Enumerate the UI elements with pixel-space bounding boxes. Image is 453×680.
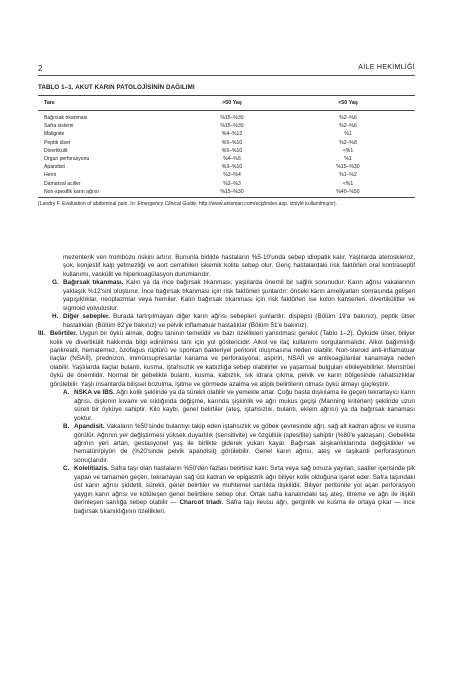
table-row xyxy=(38,170,415,178)
item-marker: A. xyxy=(63,389,70,397)
cell-under-50: %1 xyxy=(344,155,352,162)
cell-diagnosis: Non-spesifik karın ağrısı xyxy=(44,188,99,195)
table-row xyxy=(38,129,415,137)
table-row xyxy=(38,179,415,187)
column-header-over-50: >50 Yaş xyxy=(222,100,242,106)
cell-under-50: %1–%2 xyxy=(339,172,357,179)
cell-over-50: %4–%13 xyxy=(221,131,243,138)
cell-under-50: %2–%8 xyxy=(339,139,357,146)
table-body xyxy=(38,111,415,197)
cell-under-50: <%1 xyxy=(342,180,354,187)
item-a: A. NSKA ve IBS. Ağrı kolik şeklinde ya da sürekli olabilir ve yemekle artar. Çoğu hasta dışkılama ile geçen tekrarlayıcı karın ağrısı, dışkının kıvamı ve sıklığında değişme, karında şişkinlik ve ağrı mukus geçişi (Manning kriterleri) şeklinde uzun süreli bir öyküye sahiptir. Kilo kaybı, genel belirtiler (ateş, iştahsızlık, bulantı, eklem ağrısı) ya da bağırsak kanaması yoktur. xyxy=(63,389,415,422)
cell-under-50: %1 xyxy=(344,131,352,138)
table-row xyxy=(38,162,415,170)
table-row xyxy=(38,138,415,146)
item-title: NSKA ve IBS. xyxy=(74,389,115,397)
item-title: Bağırsak tıkanması. xyxy=(63,279,124,287)
cell-under-50: %15–%30 xyxy=(336,164,360,171)
table-source-note: (Landry F. Evaluation of abdominal pain. In: Emergency Clinical Guide. http://www.anisman.com/ecg/index.asp. izniyle kullanılmıştır). xyxy=(38,201,337,207)
cell-diagnosis: Safra sistemi xyxy=(44,123,74,130)
cell-over-50: %5–%10 xyxy=(221,147,243,154)
cell-diagnosis: Malignite xyxy=(44,131,65,138)
cell-over-50: %15–%30 xyxy=(220,188,244,195)
cell-under-50: %40–%50 xyxy=(336,188,360,195)
cell-diagnosis: Herni xyxy=(44,172,57,179)
item-b: B. Apandisit. Vakaların %50'sinde bulantıyı takip eden iştahsızlık ve göbek çevresinde ağrı, sağ alt kadran ağrısı ve kusma görülür. Ağrının yer değiştirmesi yüksek duyarlılık (sensitivite) ve özgüllük (spesifite) sahiptir (%80'e yaklaşan). Gebelikte ağrının yeri artan, gestasyonel yaş ile birlikte giderek yukarı kayar. Bağırsak alışkanlıklarında değişiklikler ve hematüri/piyüri de (%20'sinde pelvik apandisit) görülebilir. Genel karın ağrısı, ateş ve taşikardi perforasyonun sonuçlarıdır. xyxy=(63,423,415,464)
source-italic-title: Emergency Clinical Guide. xyxy=(137,201,198,207)
cell-over-50: %4–%6 xyxy=(223,155,241,162)
item-iii: III. Belirtiler. Uygun bir öykü almak, doğru tanının temelidir ve bazı özellikleri yansıtması gerekir (Tablo 1–2). Öyküde ülser, biliyer kolik ve divertikülit hakkında bilgi edinilmesi tanı için yol göstericidir. Alkol ve ilaç kullanımı sorgulanmalıdır. Alkol bağımlılığı pankreatit, hematemez, özofagus rüptürü ve spontan bakteriyel peritonit oluşmasına neden olabilir. Non-steroid anti-inflamatuar ilaçlar (NSAİİ), prednizon, immünsupresanlar kanama ve perforasyona; aspirin, NSAİİ ve antikoagülanlar kanamaya neden olabilir. Yaşlılarda ilaçlar bulantı, kusma, iştahsızlık ve kabızlığa sebep olabilirler ve yaşamsal bulguları etkileyebilirler. Menstrüel öykü de önemlidir. Normal bir gebelikte bulantı, kusma, kabızlık, sık idrara çıkma, pelvik ve karın bölgesinde rahatsızlıklar görülebilir. Yaşlı insanlarda bilişsel bozulma, işitme ve görmede azalma ve atipik belirtilerin olması öykü almayı güçleştirir. xyxy=(38,330,415,388)
charcot-triad-term: Charcot triadı xyxy=(179,499,222,507)
table-row xyxy=(38,146,415,154)
page-number: 2 xyxy=(38,64,43,73)
item-title: Diğer sebepler. xyxy=(63,313,110,321)
cell-over-50: %2–%3 xyxy=(223,180,241,187)
item-marker: B. xyxy=(63,423,70,431)
cell-diagnosis: Apandisit xyxy=(44,164,65,171)
cell-diagnosis: Organ perforasyonu xyxy=(44,155,90,162)
cell-diagnosis: Divertikülit xyxy=(44,147,68,154)
cell-over-50: %3–%4 xyxy=(223,172,241,179)
item-marker: H. xyxy=(52,313,59,321)
table-header xyxy=(38,96,415,110)
column-header-diagnosis: Tanı xyxy=(44,100,55,106)
item-marker: III. xyxy=(38,330,46,338)
cell-diagnosis: Peptik ülser xyxy=(44,139,71,146)
table-row xyxy=(38,121,415,129)
cell-over-50: %15–%30 xyxy=(220,115,244,121)
cell-diagnosis: Damarsal aciller xyxy=(44,180,81,187)
cell-diagnosis: Bağırsak tıkanması xyxy=(44,115,88,121)
table-row xyxy=(38,113,415,121)
cell-under-50: %2–%6 xyxy=(339,123,357,130)
cell-under-50: <%1 xyxy=(342,147,354,154)
cell-over-50: %15–%30 xyxy=(220,123,244,130)
body-text xyxy=(38,254,415,516)
paragraph-continued: mezenterik ven trombozu riskini artırır. Bununla birlikte hastaların %5-10'unda sebep idiopatik kalır. Yaşlılarda ateroskleroz, şok, konjestif kalp yetmezliği ve aort cerrahileri iskemik kolite sebep olur. Genç hastalardaki risk faktörleri oral kontraseptif kullanımı, vaskülit ve hiperkoagülasyon durumlarıdır. xyxy=(63,254,415,278)
cell-over-50: %5–%10 xyxy=(221,139,243,146)
item-c: C. Kolelitiazis. Safra taşı olan hastaların %50'den fazlası belirtisiz kalır. Sırta veya sağ omuza yayılan, saatler içerisinde pik yapan ve tamamen geçen, tekrarlayan sağ üst kadran ve epigastrik ağrı biliyer kolik olduğuna işaret eder. Safra taşındaki üst karın ağrısı şiddetli, sürekli, genel belirtiler ve muhtemel sarılıkla ilişkilidir. Biliyer peritonite yol açan perforasyon yaygın karın ağrısı ve kötüleşen genel belirtilere sebep olur. Ortak safra kanalındaki taş ateş, titreme ve ağrı ile ilişkili derinleşen sarılığa sebep olabilir — Charcot triadı. Safra taşı ileusu ağrı, gerginlik ve kusma ile ortaya çıkar — ince bağırsak tıkanıklığının özellikleri. xyxy=(63,465,415,515)
item-title: Kolelitiazis. xyxy=(74,465,109,473)
item-title: Apandisit. xyxy=(74,423,105,431)
table-row xyxy=(38,187,415,195)
cell-under-50: %2–%6 xyxy=(339,115,357,121)
header-rule xyxy=(38,75,415,76)
item-h: H. Diğer sebepler. Burada tartışılmayan diğer karın ağrısı sebepleri şunlardır: dispepsi (Bölüm 19'a bakınız), peptik ülser hastalıkları (Bölüm 82'ye bakınız) ve pelvik inflamatuar hastalıklar (Bölüm 51'e bakınız). xyxy=(52,313,416,329)
running-title: AİLE HEKİMLİĞİ xyxy=(358,64,415,71)
item-g: G. Bağırsak tıkanması. Kalın ya da ince bağırsak tıkanması, yaşlılarda önemli bir sağlık sorunudur. Karın ağrısı vakalarının yaklaşık %12'sini oluşturur. İnce bağırsak tıkanması için risk faktörleri şunlardır: önceki karın ameliyatları sonrasında gelişen yapışıklıklar, neoplazmlar veya herniler. Kalın bağırsak tıkanması için risk faktörleri ise kolon kanserleri, divertikülitler ve sigmoid volvulustur. xyxy=(52,279,415,312)
table-row xyxy=(38,154,415,162)
item-title: Belirtiler. xyxy=(50,330,78,338)
table-bottom-rule xyxy=(38,197,415,198)
column-header-under-50: <50 Yaş xyxy=(338,100,358,106)
item-marker: G. xyxy=(52,279,59,287)
item-marker: C. xyxy=(63,465,70,473)
table-title: TABLO 1–1. AKUT KARIN PATOLOJİSİNİN DAĞILIMI xyxy=(38,84,195,91)
distribution-table xyxy=(38,95,415,198)
cell-over-50: %3–%10 xyxy=(221,164,243,171)
